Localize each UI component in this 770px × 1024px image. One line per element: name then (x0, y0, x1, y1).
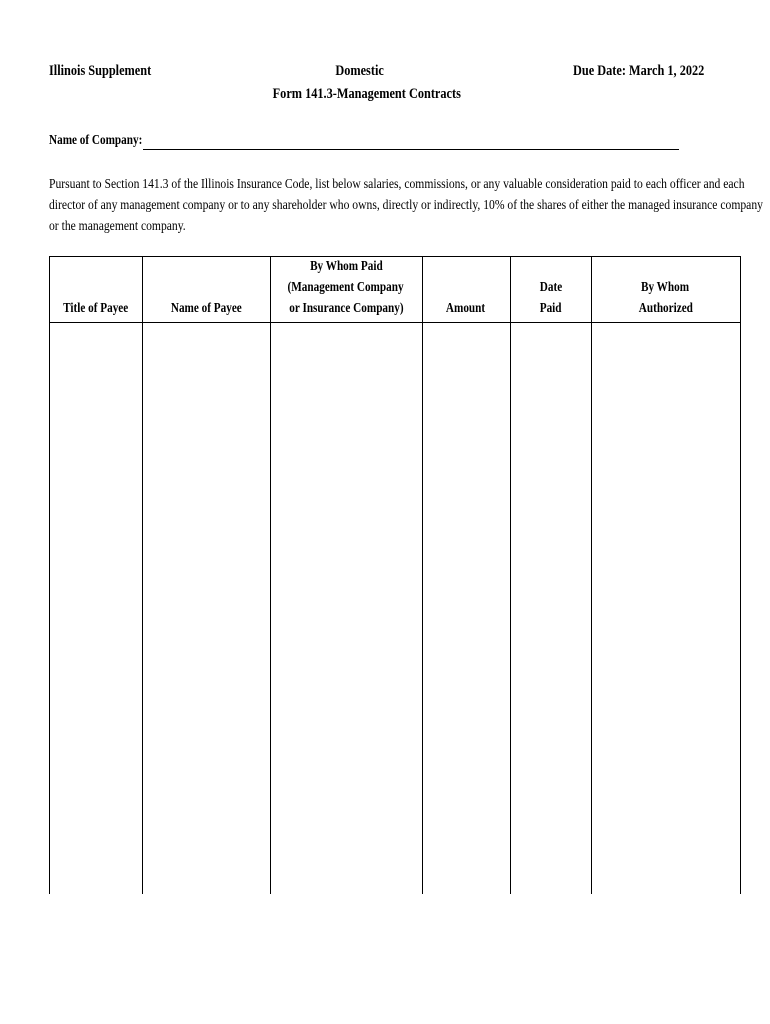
instructions-line: Pursuant to Section 141.3 of the Illinois Insurance Code, list below salaries, commissions, or any valuable consideration paid to each officer and each (49, 177, 745, 192)
column-header-line: or Insurance Company) (288, 301, 404, 316)
company-name-label: Name of Company: (49, 133, 143, 148)
table-column-border (740, 256, 741, 894)
column-header-line: Date (539, 280, 562, 295)
column-header-line: (Management Company (287, 280, 405, 295)
table-column-border (422, 256, 423, 894)
column-header-line: Name of Payee (170, 301, 242, 316)
table-column-border (270, 256, 271, 894)
form-title-text: Form 141.3-Management Contracts (272, 86, 462, 102)
table-column-border (49, 256, 50, 894)
column-header-line: By Whom Paid (309, 259, 383, 274)
form-title (0, 86, 752, 103)
table-column-border (142, 256, 143, 894)
instructions-line: director of any management company or to any shareholder who owns, directly or indirectly, 10% of the shares of either the managed insurance company (49, 198, 763, 213)
due-date: Due Date: March 1, 2022 (573, 63, 705, 79)
column-header-line: Amount (446, 301, 486, 316)
column-header-name-of-payee (142, 256, 270, 322)
column-header-line: Paid (539, 301, 562, 316)
column-header-by-whom-paid (270, 256, 422, 322)
table-header-divider (49, 322, 741, 323)
instructions-paragraph (49, 174, 763, 237)
table-column-border (591, 256, 592, 894)
form-category-text: Domestic (335, 63, 385, 79)
column-header-by-whom-authorized (591, 256, 740, 322)
column-header-line: Authorized (638, 301, 693, 316)
company-name-field[interactable] (143, 149, 679, 150)
payments-table (49, 256, 741, 894)
column-header-line: Title of Payee (62, 301, 129, 316)
column-header-title-of-payee (49, 256, 142, 322)
instructions-line: or the management company. (49, 219, 186, 234)
table-column-border (510, 256, 511, 894)
column-header-date-paid (510, 256, 591, 322)
state-supplement-title: Illinois Supplement (49, 63, 152, 79)
column-header-amount (422, 256, 510, 322)
column-header-line: By Whom (641, 280, 690, 295)
